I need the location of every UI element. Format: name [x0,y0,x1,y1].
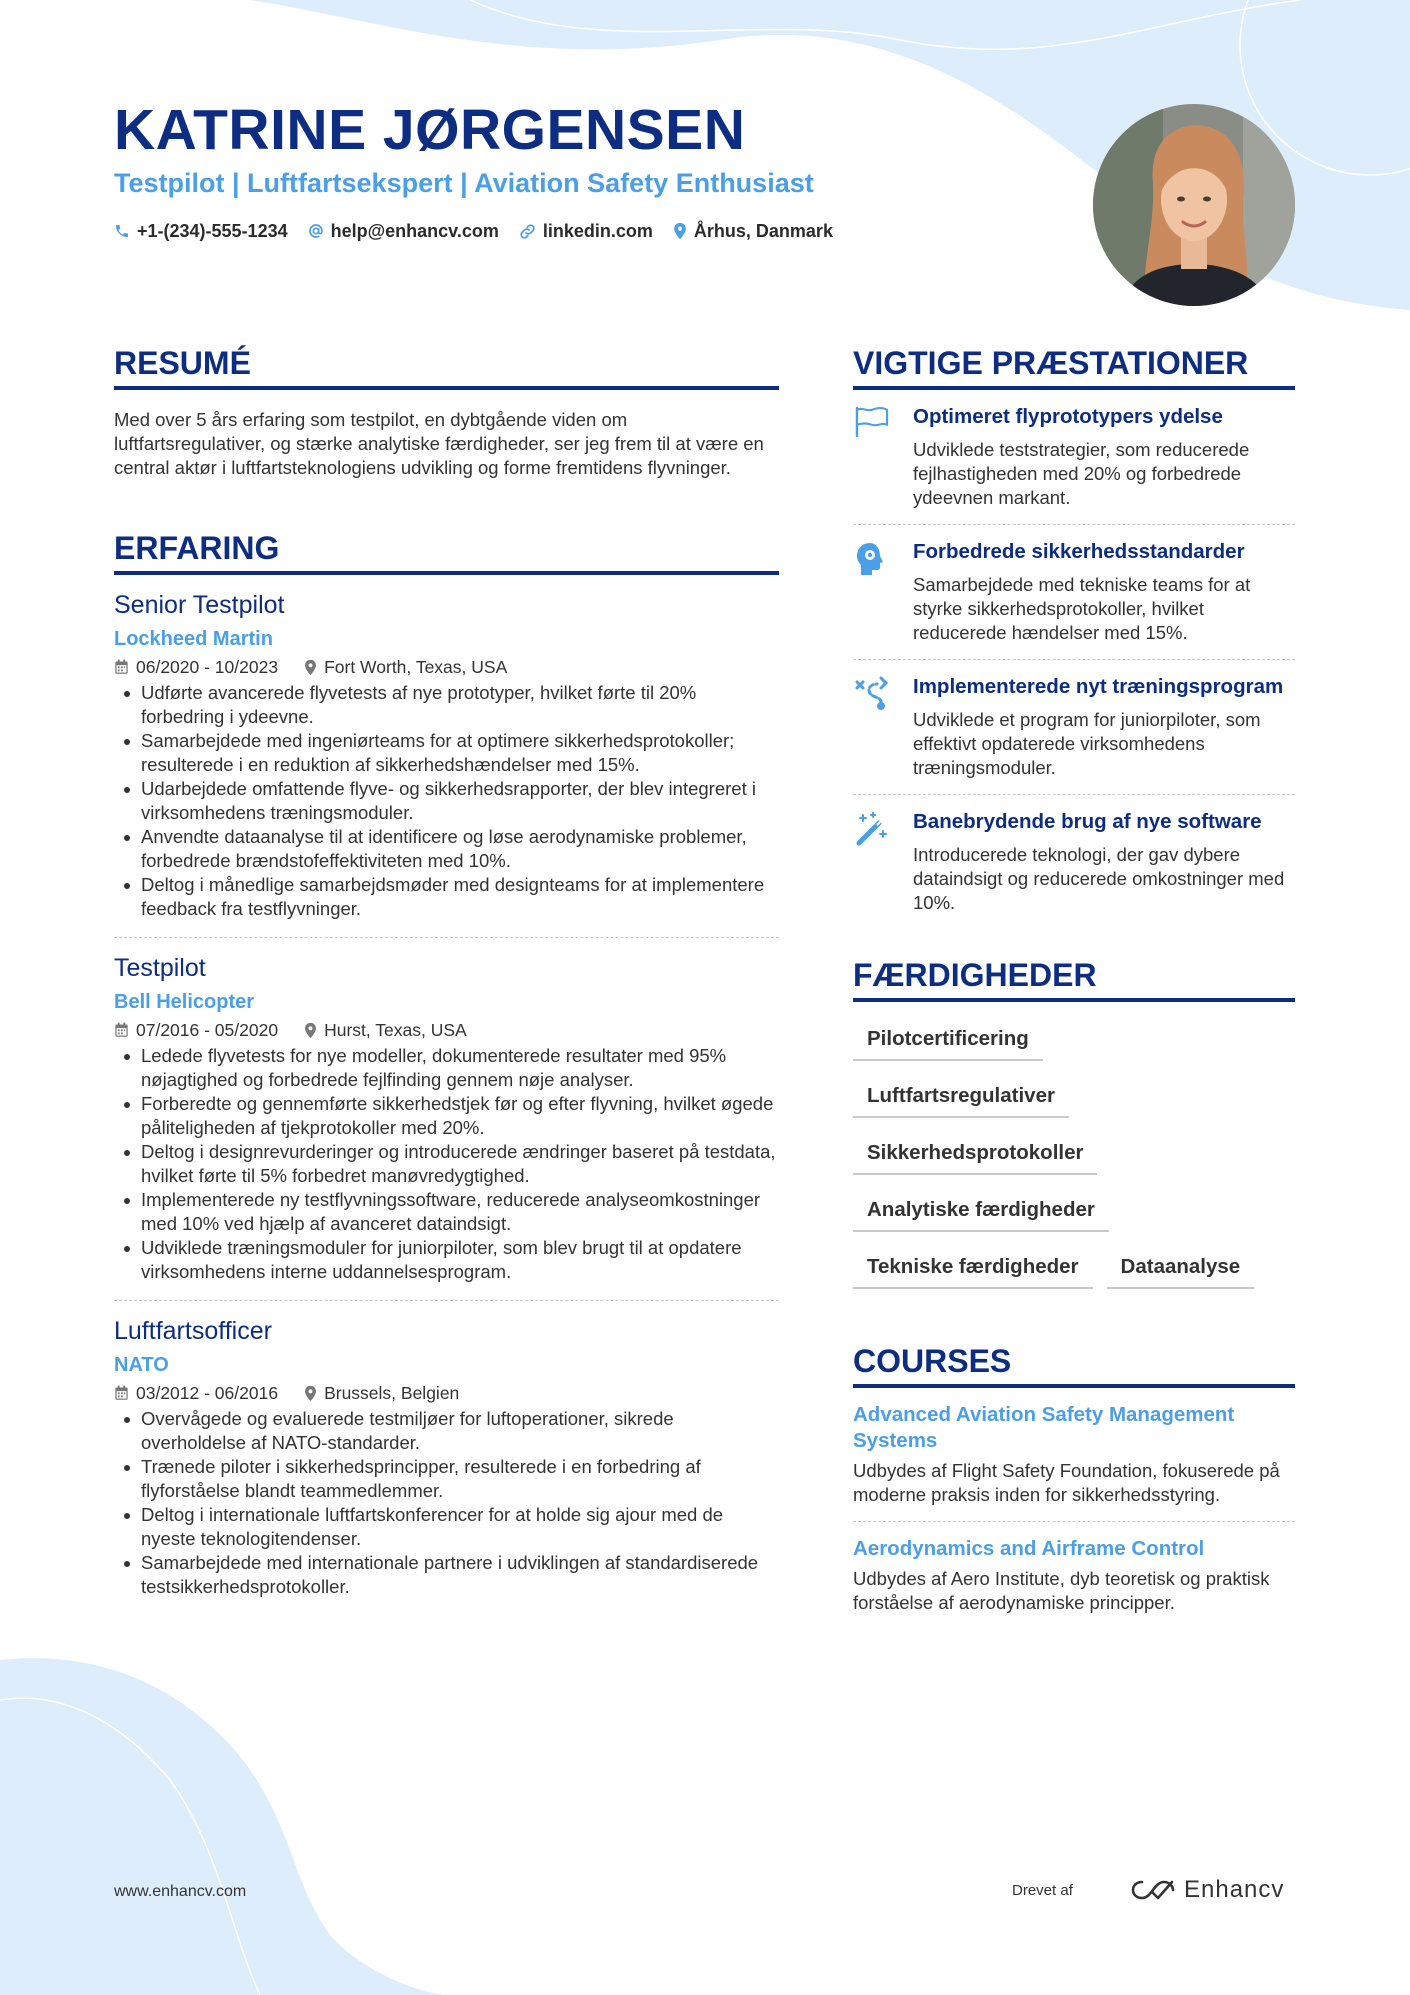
skill-tag: Luftfartsregulativer [853,1073,1069,1118]
job-title: Luftfartsofficer [114,1317,272,1345]
job-entry [114,938,779,1301]
job-bullet: Samarbejdede med internationale partnere i udviklingen af standardiserede testsikkerhedsprotokoller. [114,1551,779,1599]
job-bullets [114,681,779,921]
footer-powered-by: Drevet af [1012,1882,1073,1899]
job-bullet: Deltog i internationale luftfartskonferencer for at holde sig ajour med de nyeste teknologitendenser. [114,1503,779,1551]
job-dates: 07/2016 - 05/2020 [136,1020,279,1040]
job-dates: 03/2012 - 06/2016 [136,1383,279,1403]
skill-tag: Tekniske færdigheder [853,1244,1093,1289]
achievement-item [853,660,1295,795]
achievement-item [853,795,1295,929]
footer-url[interactable]: www.enhancv.com [114,1883,247,1900]
courses-heading: COURSES [853,1341,1295,1388]
job-meta [114,1018,779,1042]
job-bullet: Deltog i designrevurderinger og introducerede ændringer baseret på testdata, hvilket førte til 5% forbedret manøvredygtighed. [114,1140,779,1188]
achievement-title: Forbedrede sikkerhedsstandarder [913,540,1245,563]
contact-bar [114,218,853,244]
contact-location-text: Århus, Danmark [693,221,833,241]
job-location: Hurst, Texas, USA [324,1020,467,1040]
contact-email-text: help@enhancv.com [330,221,499,241]
contact-location [673,218,833,244]
course-title: Advanced Aviation Safety Management Systems [853,1403,1235,1452]
skill-tag: Analytiske færdigheder [853,1187,1109,1232]
job-location: Brussels, Belgien [324,1383,460,1403]
candidate-name: KATRINE JØRGENSEN [114,98,746,162]
skill-tag: Dataanalyse [1107,1244,1255,1289]
job-bullet: Samarbejdede med ingeniørteams for at optimere sikkerhedsprotokoller; resulterede i en reduktion af sikkerhedshændelser med 15%. [114,729,779,777]
summary-heading: RESUMÉ [114,343,779,390]
contact-linkedin-text: linkedin.com [542,221,653,241]
job-bullet: Ledede flyvetests for nye modeller, dokumenterede resultater med 95% nøjagtighed og forbedrede fejlfinding gennem nøje analyser. [114,1044,779,1092]
achievement-item [853,525,1295,660]
job-meta [114,655,779,679]
achievements-heading: VIGTIGE PRÆSTATIONER [853,343,1295,390]
job-bullet: Udarbejdede omfattende flyve- og sikkerhedsrapporter, der blev integreret i virksomhedens træningsmoduler. [114,777,779,825]
course-desc: Udbydes af Flight Safety Foundation, fokuserede på moderne praksis inden for sikkerhedsstyring. [853,1460,1280,1505]
skill-tag: Pilotcertificering [853,1016,1043,1061]
courses-section [853,1341,1295,1629]
enhancv-logo-icon [1130,1878,1176,1902]
job-title: Senior Testpilot [114,591,285,619]
job-title: Testpilot [114,954,206,982]
candidate-tagline: Testpilot | Luftfartsekspert | Aviation Safety Enthusiast [114,168,814,198]
job-entry [114,1301,779,1615]
achievement-item [853,390,1295,525]
link-icon [519,223,536,240]
magic-wand-icon [853,811,889,847]
job-bullet: Overvågede og evaluerede testmiljøer for luftoperationer, sikrede overholdelse af NATO-standarder. [114,1407,779,1455]
achievement-desc: Udviklede teststrategier, som reducerede fejlhastigheden med 20% og forbedrede ydeevnen markant. [913,439,1250,508]
summary-section [114,343,779,480]
calendar-icon [114,659,129,675]
experience-section [114,528,779,1615]
job-company: NATO [114,1354,169,1376]
achievement-title: Implementerede nyt træningsprogram [913,675,1284,698]
job-bullet: Udførte avancerede flyvetests af nye prototyper, hvilket førte til 20% forbedring i ydeevne. [114,681,779,729]
location-pin-icon [673,222,687,240]
job-bullet: Forberedte og gennemførte sikkerhedstjek før og efter flyvning, hvilket øgede påliteligheden af tjekprotokoller med 20%. [114,1092,779,1140]
achievement-title: Optimeret flyprototypers ydelse [913,405,1223,428]
contact-phone[interactable] [114,218,288,244]
contact-phone-text: +1-(234)-555-1234 [137,221,288,241]
job-company: Lockheed Martin [114,628,273,650]
achievement-title: Banebrydende brug af nye software [913,810,1262,833]
achievement-desc: Samarbejdede med tekniske teams for at styrke sikkerhedsprotokoller, hvilket reducerede hændelser med 15%. [913,574,1251,643]
job-bullet: Deltog i månedlige samarbejdsmøder med designteams for at implementere feedback fra testflyvninger. [114,873,779,921]
route-icon [853,676,889,712]
job-bullets [114,1407,779,1599]
job-bullet: Udviklede træningsmoduler for juniorpiloter, som blev brugt til at opdatere virksomhedens interne uddannelsesprogram. [114,1236,779,1284]
course-item [853,1522,1295,1629]
head-icon [853,541,887,577]
job-meta [114,1381,779,1405]
enhancv-brand: Enhancv [1184,1876,1285,1903]
job-bullet: Implementerede ny testflyvningssoftware, reducerede analyseomkostninger med 10% ved hjælp af avanceret dataindsigt. [114,1188,779,1236]
location-pin-icon [304,1022,317,1039]
summary-text: Med over 5 års erfaring som testpilot, en dybtgående viden om luftfartsregulativer, og stærke analytiske færdigheder, ser jeg frem til at være en central aktør i luftfartsteknologiens udvikling og forme fremtidens flyvninger. [114,409,764,478]
phone-icon [114,223,130,239]
calendar-icon [114,1385,129,1401]
job-location: Fort Worth, Texas, USA [324,657,508,677]
right-column [853,343,1295,1629]
job-company: Bell Helicopter [114,991,255,1013]
profile-photo [1093,104,1295,306]
contact-linkedin[interactable] [519,218,653,244]
location-pin-icon [304,1385,317,1402]
skills-list [853,1016,1295,1301]
skill-tag: Sikkerhedsprotokoller [853,1130,1097,1175]
job-entry [114,575,779,938]
job-dates: 06/2020 - 10/2023 [136,657,279,677]
achievement-desc: Introducerede teknologi, der gav dybere dataindsigt og reducerede omkostninger med 10%. [913,844,1285,913]
job-bullets [114,1044,779,1284]
location-pin-icon [304,659,317,676]
calendar-icon [114,1022,129,1038]
course-desc: Udbydes af Aero Institute, dyb teoretisk og praktisk forståelse af aerodynamiske principper. [853,1568,1270,1613]
achievements-section [853,343,1295,929]
enhancv-logo[interactable] [1130,1876,1284,1904]
job-bullet: Trænede piloter i sikkerhedsprincipper, resulterede i en forbedring af flyforståelse blandt teammedlemmer. [114,1455,779,1503]
course-title: Aerodynamics and Airframe Control [853,1537,1205,1560]
experience-heading: ERFARING [114,528,779,575]
skills-heading: FÆRDIGHEDER [853,955,1295,1002]
at-icon [308,223,324,239]
contact-email[interactable] [308,218,499,244]
flag-icon [853,406,891,438]
achievement-desc: Udviklede et program for juniorpiloter, som effektivt opdaterede virksomhedens træningsmoduler. [913,709,1261,778]
skills-section [853,955,1295,1301]
left-column [114,343,779,1615]
job-bullet: Anvendte dataanalyse til at identificere og løse aerodynamiske problemer, forbedrede brændstofeffektiviteten med 10%. [114,825,779,873]
course-item [853,1388,1295,1522]
